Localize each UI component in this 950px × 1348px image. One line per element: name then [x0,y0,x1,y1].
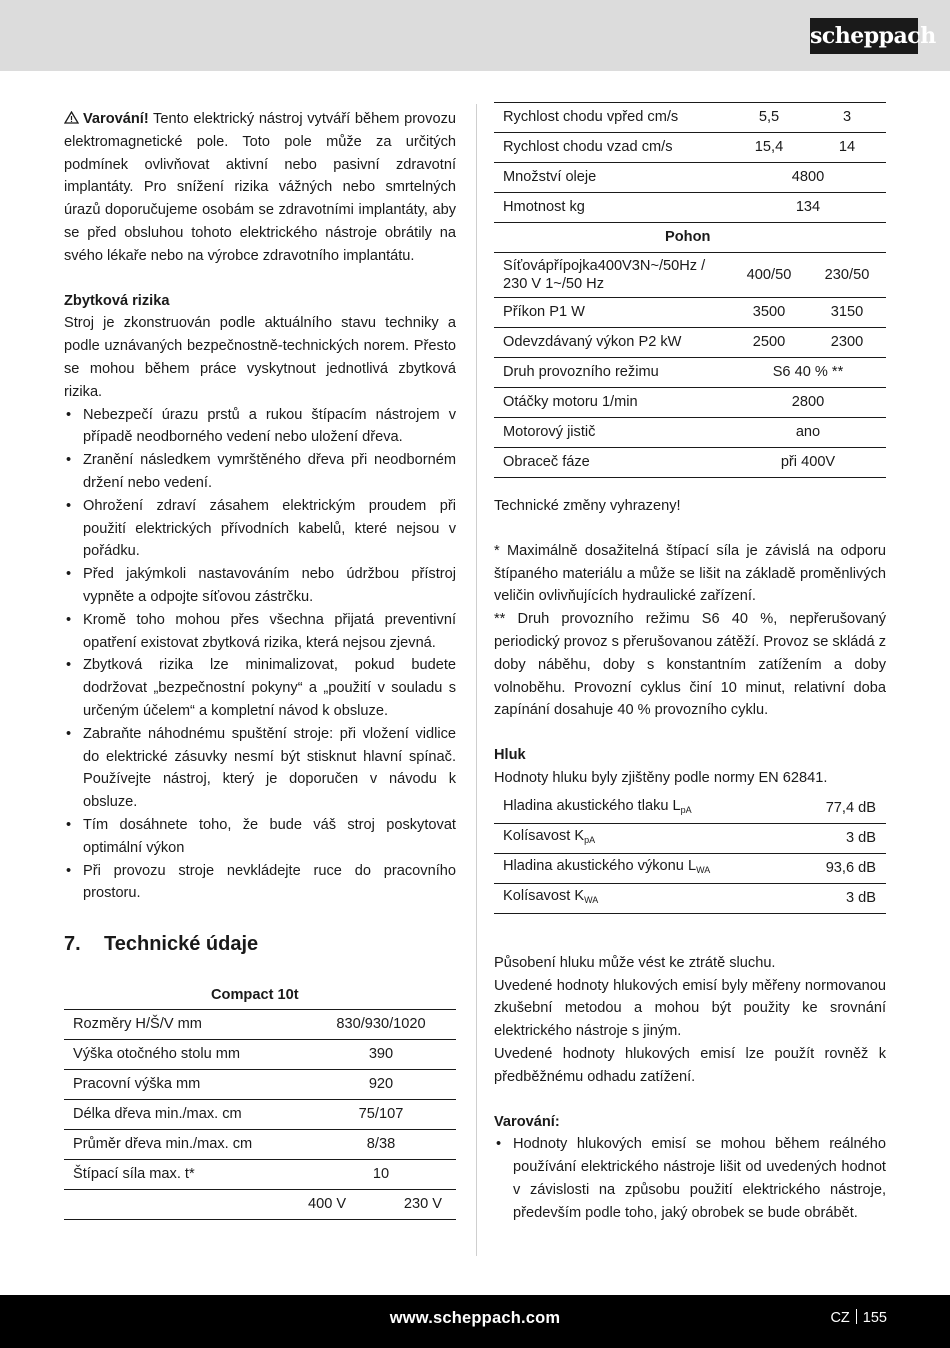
table-row [64,1010,456,1040]
noise-label-sub: WA [696,864,711,875]
table-row [64,1190,456,1220]
spec-label: Odevzdávaný výkon P2 kW [494,328,730,358]
spec-value: 3150 [808,298,886,328]
noise-label [494,883,801,913]
list-item: • Kromě toho mohou přes všechna přijatá preventivní opatření existovat zbytková rizika, která nejsou zjevná. [64,609,456,655]
warning-list [494,1133,886,1224]
page-number [830,1295,887,1342]
spec-label: Rychlost chodu vzad cm/s [494,133,730,163]
table-row [494,883,886,913]
spec-value: 134 [730,193,886,223]
noise-label [494,853,801,883]
table-row [494,388,886,418]
voltage-230: 230 V [403,1196,442,1213]
spec-value: 830/930/1020 [306,1010,456,1040]
warning-text: Tento elektrický nástroj vytváří během provozu elektromagnetické pole. Toto pole může za určitých podmínek ovlivňovat aktivní nebo pasivní zdravotní implantáty. Pro snížení rizika vážných nebo smrtelných úrazů doporučujeme osobám se zdravotními implantáty, aby se před obsluhou tohoto elektrického nástroje obrátily na svého lékaře nebo na výrobce zdravotního implantátu. [64,111,456,264]
spec-value: 3500 [730,298,808,328]
page-number-value: 155 [862,1310,887,1326]
spec-label: Síťovápřípojka400V3N~/50Hz / 230 V 1~/50 Hz [494,253,730,298]
warning-label: Varování! [83,111,149,127]
table-row [64,1160,456,1190]
noise-hearing: Působení hluku může vést ke ztrátě sluchu. [494,954,776,971]
noise-label-text: Kolísavost K [503,887,585,904]
noise-label [494,823,801,853]
spec-value: 15,4 [730,133,808,163]
noise-label-sub: WA [584,894,599,905]
spec-value: 75/107 [306,1100,456,1130]
model-name: Compact 10t [211,987,299,1004]
table-row [64,1130,456,1160]
noise-label-sub: pA [680,804,692,815]
list-item: • Tím dosáhnete toho, že bude váš stroj poskytovat optimální výkon [64,814,456,860]
spec-label: Druh provozního režimu [494,358,730,388]
table-row [494,163,886,193]
noise-label [494,794,801,824]
section-title [64,929,456,959]
spec-value: 920 [306,1070,456,1100]
table-row [494,823,886,853]
table-row [494,328,886,358]
spec-value: 390 [306,1040,456,1070]
spec-value: 2500 [730,328,808,358]
table-row [64,1100,456,1130]
list-item: • Při provozu stroje nevkládejte ruce do pracovního prostoru. [64,860,456,906]
spec-value: při 400V [730,448,886,478]
spec-label: Délka dřeva min./max. cm [64,1100,306,1130]
table-row [494,418,886,448]
list-item: • Hodnoty hlukových emisí se mohou během reálného používání elektrického nástroje lišit od uvedených hodnot v závislosti na způsobu použití elektrického nástroje, především podle toho, jaký obrobek se bude obrábět. [494,1133,886,1224]
table-row [494,133,886,163]
list-item: • Nebezpečí úrazu prstů a rukou štípacím nástrojem v případě neodborného vedení nebo uložení dřeva. [64,404,456,450]
list-item: • Ohrožení zdraví zásahem elektrickým proudem při použití elektrických přívodních kabelů, které nejsou v pořádku. [64,495,456,563]
spec-value: S6 40 % ** [730,358,886,388]
noise-label-text: Hladina akustického výkonu L [503,857,697,874]
residual-list [64,404,456,906]
warning-heading: Varování: [494,1113,560,1130]
spec-label: Pracovní výška mm [64,1070,306,1100]
left-column [64,108,456,1220]
noise-value: 3 dB [801,883,887,913]
right-column [494,102,886,1225]
spec-value: 3 [808,103,886,133]
voltage-headers [306,1190,456,1220]
footer-bar [0,1295,950,1348]
warning-triangle-icon [64,111,79,124]
table-row [494,794,886,824]
noise-table [494,794,886,914]
residual-heading: Zbytková rizika [64,292,170,309]
spec-table-right [494,102,886,478]
spec-label: Množství oleje [494,163,730,193]
list-item: • Zbytková rizika lze minimalizovat, pokud budete dodržovat „bezpečnostní pokyny“ a „použití v souladu s určeným účelem“ a kompletní návod k obsluze. [64,654,456,722]
spec-value: 230/50 [808,253,886,298]
spec-label: Obraceč fáze [494,448,730,478]
section-title-text: Technické údaje [104,933,259,956]
table-row [494,193,886,223]
table-row [494,298,886,328]
header-bar [0,0,950,71]
drive-heading: Pohon [494,223,886,253]
table-row [494,853,886,883]
spec-label: Štípací síla max. t* [64,1160,306,1190]
spec-label: Rozměry H/Š/V mm [64,1010,306,1040]
page-separator [856,1309,857,1324]
section-number: 7. [64,933,81,956]
table-row [64,1070,456,1100]
footnote-force: * Maximálně dosažitelná štípací síla je závislá na odporu štípaného materiálu a může se lišit na základě proměnlivých veličin ovlivňujících hydraulické zařízení. [494,542,886,605]
residual-intro: Stroj je zkonstruován podle aktuálního stavu techniky a podle uznávaných bezpečnostně-technických norem. Přesto se mohou během práce vyskytnout jednotlivá zbytková rizika. [64,315,456,400]
list-item: • Zranění následkem vymrštěného dřeva při neodborném držení nebo vedení. [64,449,456,495]
spec-table-left [64,1009,456,1220]
noise-heading: Hluk [494,747,526,764]
language-code: CZ [830,1310,850,1326]
noise-value: 77,4 dB [801,794,887,824]
footnote-mode: ** Druh provozního režimu S6 40 %, nepřerušovaný periodický provoz s přerušovanou zátěží. Provoz se skládá z doby náběhu, doby s konstantním zatížením a doby volnoběhu. Provozní cyklus činí 10 minut, relativní doba zapínání dosahuje 40 % provozního cyklu. [494,611,886,719]
spec-label: Příkon P1 W [494,298,730,328]
spec-value: 8/38 [306,1130,456,1160]
footer-url[interactable]: www.scheppach.com [389,1309,561,1327]
noise-estimate: Uvedené hodnoty hlukových emisí lze použít rovněž k předběžnému odhadu zatížení. [494,1045,886,1085]
noise-label-text: Kolísavost K [503,827,585,844]
spec-label: Rychlost chodu vpřed cm/s [494,103,730,133]
noise-measured: Uvedené hodnoty hlukových emisí byly měřeny normovanou zkušební metodou a mohou být použity ke srovnání elektrického nástroje s jiným. [494,977,886,1040]
spec-value: 400/50 [730,253,808,298]
noise-intro: Hodnoty hluku byly zjištěny podle normy EN 62841. [494,769,828,786]
spec-value: 2800 [730,388,886,418]
changes-note: Technické změny vyhrazeny! [494,498,681,514]
spec-label: Motorový jistič [494,418,730,448]
spec-label: Hmotnost kg [494,193,730,223]
spec-value: 14 [808,133,886,163]
table-row [494,448,886,478]
table-row [494,253,886,298]
brand-logo: scheppach [810,18,918,54]
spec-value: 4800 [730,163,886,193]
spec-value: 10 [306,1160,456,1190]
noise-label-sub: pA [584,834,596,845]
noise-label-text: Hladina akustického tlaku L [503,797,681,814]
spec-label: Otáčky motoru 1/min [494,388,730,418]
spec-value: 2300 [808,328,886,358]
list-item: • Před jakýmkoli nastavováním nebo údržbou přístroj vypněte a odpojte síťovou zástrčku. [64,563,456,609]
column-divider [476,104,477,1256]
emf-warning [64,108,456,268]
table-row [494,358,886,388]
spec-value: ano [730,418,886,448]
spec-label: Výška otočného stolu mm [64,1040,306,1070]
noise-value: 3 dB [801,823,887,853]
table-row [494,223,886,253]
table-row [494,103,886,133]
list-item: • Zabraňte náhodnému spuštění stroje: při vložení vidlice do elektrické zásuvky nesmí být stisknut hlavní spínač. Používejte nástroj, který je doporučen v návodu k obsluze. [64,723,456,814]
voltage-400: 400 V [308,1196,347,1213]
spec-value: 5,5 [730,103,808,133]
noise-value: 93,6 dB [801,853,887,883]
table-row [64,1040,456,1070]
spec-label: Průměr dřeva min./max. cm [64,1130,306,1160]
